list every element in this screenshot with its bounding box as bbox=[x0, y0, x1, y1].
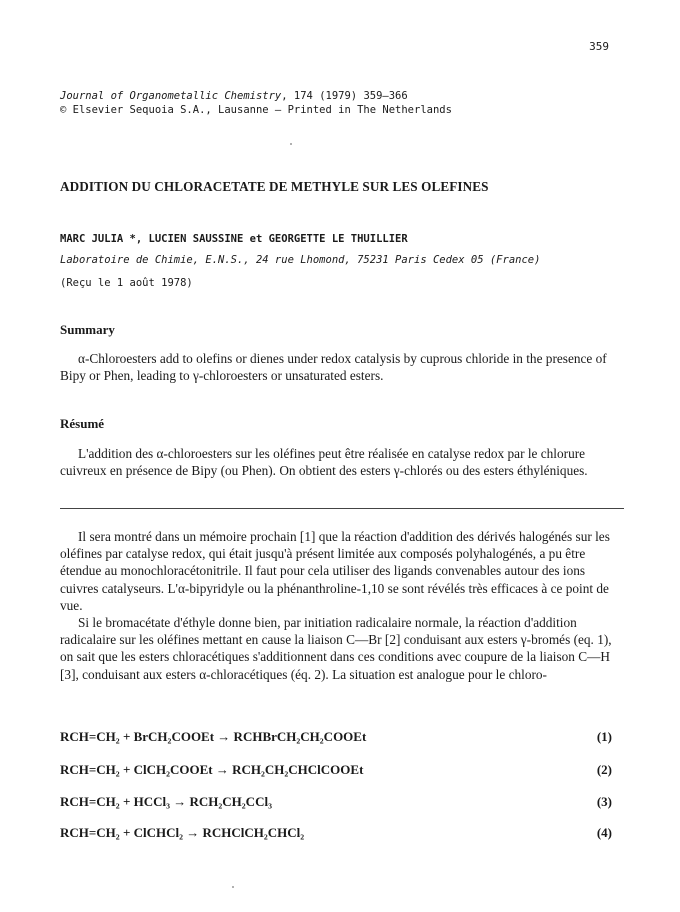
equation-2-text: RCH=CH₂ + ClCH₂COOEt → RCH₂CH₂CHClCOOEt bbox=[60, 762, 364, 777]
equation-3 bbox=[60, 794, 612, 812]
journal-name: Journal of Organometallic Chemistry bbox=[60, 90, 282, 102]
equation-2-number: (2) bbox=[596, 762, 612, 777]
equation-4-text: RCH=CH₂ + ClCHCl₂ → RCHClCH₂CHCl₂ bbox=[60, 825, 305, 840]
summary-paragraph: α-Chloroesters add to olefins or dienes under redox catalysis by cuprous chloride in the presence of Bipy or Phen, leading to γ-chloroesters or unsaturated esters. bbox=[60, 351, 607, 384]
journal-citation bbox=[60, 89, 452, 103]
summary-text bbox=[60, 350, 624, 384]
body-paragraph-1: Il sera montré dans un mémoire prochain [1] que la réaction d'addition des dérivés halogénés sur les oléfines par catalyse redox, qui était jusqu'à présent limitée aux composés polyhalogénés, a pu être étendue au monochloracétonitrile. Il faut pour cela utiliser des ligands convenables autour des ions cuivres catalyseurs. L'α-bipyridyle ou la phénanthroline-1,10 se sont révélés très efficaces à ce point de vue. bbox=[60, 529, 610, 613]
journal-volume: , 174 (1979) 359—366 bbox=[281, 90, 408, 102]
resume-heading: Résumé bbox=[60, 416, 105, 431]
section-divider bbox=[60, 508, 624, 509]
authors: MARC JULIA *, LUCIEN SAUSSINE et GEORGETTE LE THUILLIER bbox=[60, 233, 408, 245]
equation-4-number: (4) bbox=[596, 825, 612, 840]
equation-1-text: RCH=CH₂ + BrCH₂COOEt → RCHBrCH₂CH₂COOEt bbox=[60, 729, 367, 744]
equation-3-number: (3) bbox=[596, 794, 612, 809]
resume-paragraph: L'addition des α-chloroesters sur les oléfines peut être réalisée en catalyse redox par le chlorure cuivreux en présence de Bipy (ou Phen). On obtient des esters γ-chlorés ou des esters éthyléniques. bbox=[60, 446, 588, 479]
body-paragraph-2: Si le bromacétate d'éthyle donne bien, par initiation radicalaire normale, la réaction d'addition radicalaire sur les oléfines mettant en cause la liaison C—Br [2] conduisant aux esters γ-bromés (eq. 1), on sait que les esters chloracétiques s'additionnent dans ces conditions avec coupure de la liaison C—H [3], conduisant aux esters α-chloracétiques (éq. 2). La situation est analogue pour le chloro- bbox=[60, 615, 612, 682]
affiliation: Laboratoire de Chimie, E.N.S., 24 rue Lhomond, 75231 Paris Cedex 05 (France) bbox=[60, 254, 541, 266]
copyright-line: © Elsevier Sequoia S.A., Lausanne — Printed in The Netherlands bbox=[60, 104, 452, 116]
resume-text bbox=[60, 445, 624, 479]
speck-mark bbox=[290, 143, 292, 145]
page-number: 359 bbox=[589, 40, 609, 53]
body-text bbox=[60, 528, 624, 683]
speck-mark-bottom bbox=[232, 886, 234, 888]
article-title: ADDITION DU CHLORACETATE DE METHYLE SUR LES OLEFINES bbox=[60, 179, 489, 194]
equation-1-number: (1) bbox=[596, 729, 612, 744]
received-date: (Reçu le 1 août 1978) bbox=[60, 277, 193, 289]
equation-2 bbox=[60, 762, 612, 780]
journal-header bbox=[60, 89, 452, 117]
equation-4 bbox=[60, 825, 612, 843]
summary-heading: Summary bbox=[60, 322, 115, 337]
equation-1 bbox=[60, 729, 612, 747]
equation-3-text: RCH=CH₂ + HCCl₃ → RCH₂CH₂CCl₃ bbox=[60, 794, 272, 809]
